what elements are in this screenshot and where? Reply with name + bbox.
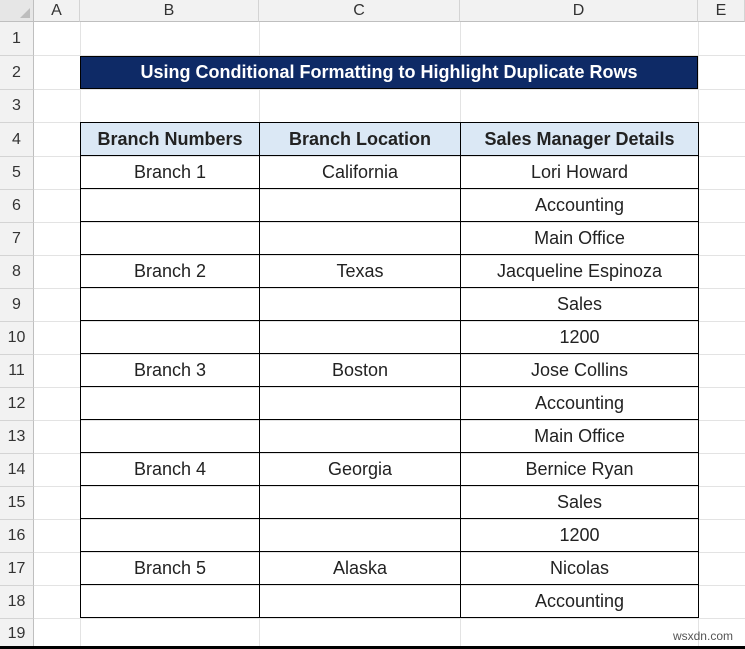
table-row bbox=[81, 189, 699, 222]
cell-sales-manager-detail[interactable]: Accounting bbox=[461, 387, 699, 420]
cell-branch-number[interactable] bbox=[81, 321, 260, 354]
row-header-5[interactable]: 5 bbox=[0, 157, 34, 190]
cell-branch-location[interactable]: Georgia bbox=[260, 453, 461, 486]
column-header-d[interactable]: D bbox=[460, 0, 698, 22]
table-header-row bbox=[81, 123, 699, 156]
row-header-11[interactable]: 11 bbox=[0, 355, 34, 388]
cell-branch-location[interactable]: California bbox=[260, 156, 461, 189]
select-all-icon bbox=[20, 8, 30, 18]
table-row bbox=[81, 255, 699, 288]
cell-branch-location[interactable] bbox=[260, 420, 461, 453]
row-header-1[interactable]: 1 bbox=[0, 22, 34, 56]
cell-branch-number[interactable]: Branch 3 bbox=[81, 354, 260, 387]
column-header-a[interactable]: A bbox=[34, 0, 80, 22]
row-header-3[interactable]: 3 bbox=[0, 90, 34, 123]
select-all-corner[interactable] bbox=[0, 0, 34, 22]
cell-branch-location[interactable] bbox=[260, 222, 461, 255]
row-header-8[interactable]: 8 bbox=[0, 256, 34, 289]
row-header-14[interactable]: 14 bbox=[0, 454, 34, 487]
cell-branch-location[interactable] bbox=[260, 486, 461, 519]
cell-branch-location[interactable] bbox=[260, 189, 461, 222]
table-row bbox=[81, 222, 699, 255]
table-row bbox=[81, 387, 699, 420]
table-row bbox=[81, 453, 699, 486]
cell-sales-manager-detail[interactable]: Accounting bbox=[461, 189, 699, 222]
cell-branch-number[interactable] bbox=[81, 420, 260, 453]
column-header-b[interactable]: B bbox=[80, 0, 259, 22]
cell-branch-number[interactable]: Branch 4 bbox=[81, 453, 260, 486]
cell-branch-number[interactable]: Branch 5 bbox=[81, 552, 260, 585]
row-header-17[interactable]: 17 bbox=[0, 553, 34, 586]
cell-branch-number[interactable]: Branch 1 bbox=[81, 156, 260, 189]
cell-branch-location[interactable]: Texas bbox=[260, 255, 461, 288]
row-header-18[interactable]: 18 bbox=[0, 586, 34, 619]
row-header-15[interactable]: 15 bbox=[0, 487, 34, 520]
cell-branch-location[interactable]: Boston bbox=[260, 354, 461, 387]
cell-branch-number[interactable] bbox=[81, 222, 260, 255]
header-sales-manager-details[interactable]: Sales Manager Details bbox=[461, 123, 699, 156]
table-row bbox=[81, 321, 699, 354]
column-header-c[interactable]: C bbox=[259, 0, 460, 22]
row-header-6[interactable]: 6 bbox=[0, 190, 34, 223]
table-row bbox=[81, 519, 699, 552]
cell-sales-manager-detail[interactable]: Jose Collins bbox=[461, 354, 699, 387]
header-branch-location[interactable]: Branch Location bbox=[260, 123, 461, 156]
cell-branch-number[interactable]: Branch 2 bbox=[81, 255, 260, 288]
row-header-9[interactable]: 9 bbox=[0, 289, 34, 322]
cell-sales-manager-detail[interactable]: Lori Howard bbox=[461, 156, 699, 189]
cell-sales-manager-detail[interactable]: Main Office bbox=[461, 222, 699, 255]
table-row bbox=[81, 156, 699, 189]
cell-sales-manager-detail[interactable]: Nicolas bbox=[461, 552, 699, 585]
cell-sales-manager-detail[interactable]: Accounting bbox=[461, 585, 699, 618]
watermark: wsxdn.com bbox=[672, 629, 733, 643]
cell-branch-location[interactable]: Alaska bbox=[260, 552, 461, 585]
cell-sales-manager-detail[interactable]: Main Office bbox=[461, 420, 699, 453]
row-header-7[interactable]: 7 bbox=[0, 223, 34, 256]
row-header-12[interactable]: 12 bbox=[0, 388, 34, 421]
cell-branch-location[interactable] bbox=[260, 387, 461, 420]
row-header-16[interactable]: 16 bbox=[0, 520, 34, 553]
cell-sales-manager-detail[interactable]: Jacqueline Espinoza bbox=[461, 255, 699, 288]
row-header-19[interactable]: 19 bbox=[0, 619, 34, 649]
cell-sales-manager-detail[interactable]: 1200 bbox=[461, 321, 699, 354]
cell-branch-location[interactable] bbox=[260, 321, 461, 354]
grid-line bbox=[34, 89, 745, 90]
row-header-10[interactable]: 10 bbox=[0, 322, 34, 355]
table-row bbox=[81, 420, 699, 453]
cell-sales-manager-detail[interactable]: Bernice Ryan bbox=[461, 453, 699, 486]
cell-branch-location[interactable] bbox=[260, 585, 461, 618]
header-branch-numbers[interactable]: Branch Numbers bbox=[81, 123, 260, 156]
cell-sales-manager-detail[interactable]: Sales bbox=[461, 486, 699, 519]
cell-branch-number[interactable] bbox=[81, 387, 260, 420]
cell-sales-manager-detail[interactable]: 1200 bbox=[461, 519, 699, 552]
cell-branch-location[interactable] bbox=[260, 519, 461, 552]
cell-sales-manager-detail[interactable]: Sales bbox=[461, 288, 699, 321]
cell-branch-number[interactable] bbox=[81, 585, 260, 618]
sheet-title[interactable]: Using Conditional Formatting to Highlight Duplicate Rows bbox=[80, 56, 698, 89]
table-row bbox=[81, 288, 699, 321]
cell-branch-number[interactable] bbox=[81, 288, 260, 321]
table-row bbox=[81, 354, 699, 387]
row-header-13[interactable]: 13 bbox=[0, 421, 34, 454]
table-row bbox=[81, 552, 699, 585]
cell-branch-number[interactable] bbox=[81, 189, 260, 222]
table-row bbox=[81, 585, 699, 618]
cell-branch-location[interactable] bbox=[260, 288, 461, 321]
cell-branch-number[interactable] bbox=[81, 486, 260, 519]
cell-branch-number[interactable] bbox=[81, 519, 260, 552]
grid-line bbox=[34, 618, 745, 619]
data-table bbox=[80, 122, 699, 618]
table-row bbox=[81, 486, 699, 519]
row-header-2[interactable]: 2 bbox=[0, 56, 34, 90]
column-header-e[interactable]: E bbox=[698, 0, 745, 22]
row-header-4[interactable]: 4 bbox=[0, 123, 34, 157]
